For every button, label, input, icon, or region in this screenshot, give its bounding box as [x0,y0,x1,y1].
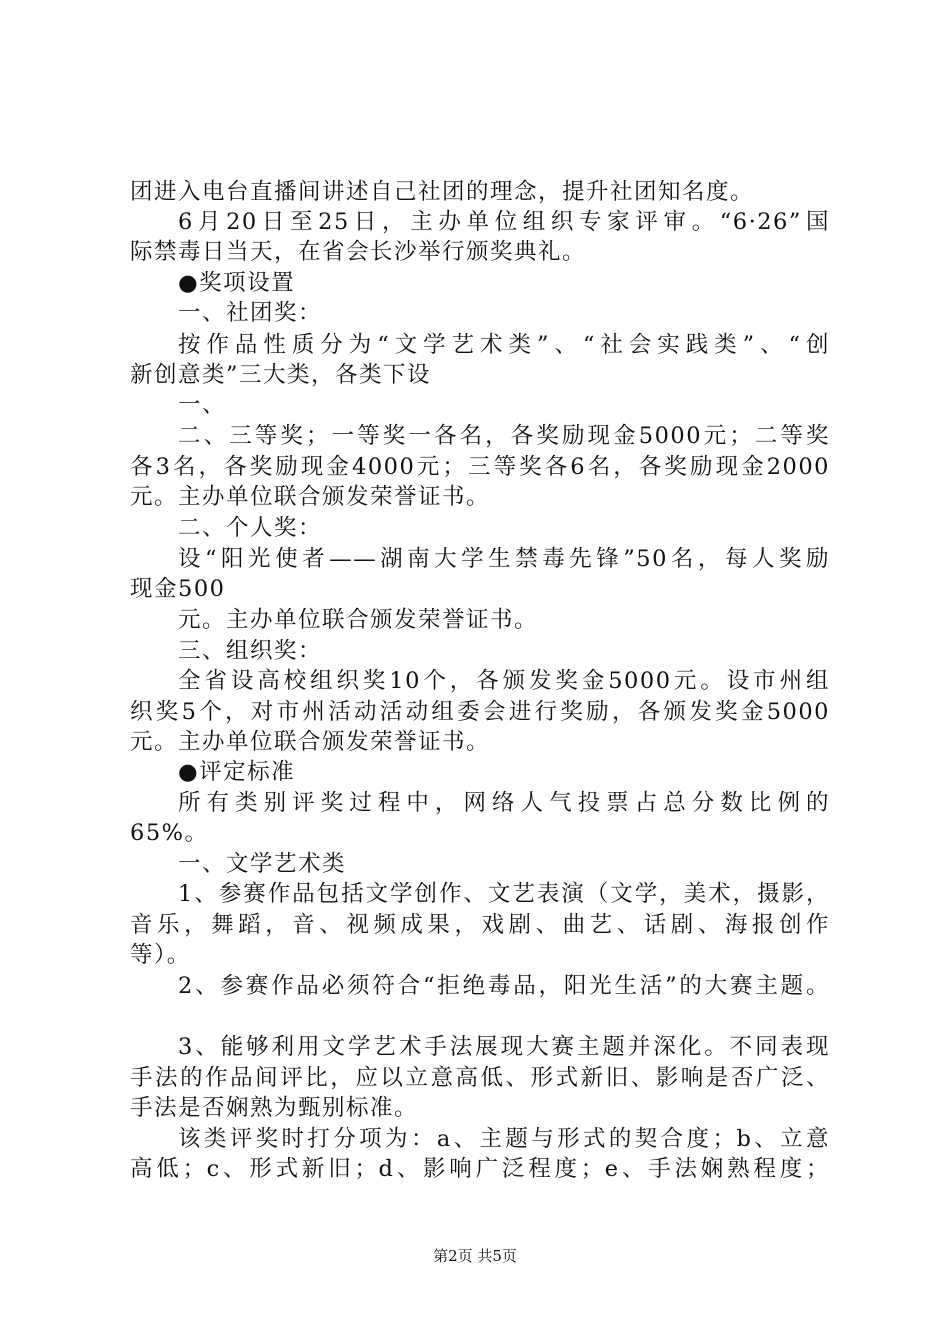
text-line: 1、参赛作品包括文学创作、文艺表演（文学，美术，摄影， [178,881,830,907]
text-line: 高低；c、形式新旧；d、影响广泛程度；e、手法娴熟程度； [130,1156,830,1182]
text-line: 现金500 [130,576,226,602]
text-line: 新创意类”三大类，各类下设 [130,362,432,388]
text-line: 音乐，舞蹈，音、视频成果，戏剧、曲艺、话剧、海报创作 [130,912,830,938]
text-line: 手法的作品间评比，应以立意高低、形式新旧、影响是否广泛、 [130,1065,830,1091]
subheading: 一、文学艺术类 [178,851,347,877]
text-line: 该类评奖时打分项为：a、主题与形式的契合度；b、立意 [178,1126,830,1152]
text-line: 元。主办单位联合颁发荣誉证书。 [130,484,491,510]
text-line: 6月20日至25日，主办单位组织专家评审。“6·26”国 [178,209,830,235]
text-line: 3、能够利用文学艺术手法展现大赛主题并深化。不同表现 [178,1034,830,1060]
text-line: 团进入电台直播间讲述自己社团的理念，提升社团知名度。 [130,179,755,205]
section-heading: ●奖项设置 [178,270,296,296]
text-line: 所有类别评奖过程中，网络人气投票占总分数比例的 [178,790,830,816]
page-number-footer: 第2页 共5页 [433,1247,517,1265]
subheading: 二、个人奖： [178,515,323,541]
text-line: 各3名，各奖励现金4000元；三等奖各6名，各奖励现金2000 [130,454,830,480]
text-line: 际禁毒日当天，在省会长沙举行颁奖典礼。 [130,239,587,265]
text-line: 等）。 [130,942,191,968]
text-line: 一、 [178,392,227,418]
text-line: 织奖5个，对市州活动活动组委会进行奖励，各颁发奖金5000 [130,699,830,725]
text-line: 手法是否娴熟为甄别标准。 [130,1095,419,1121]
text-line: 全省设高校组织奖10个，各颁发奖金5000元。设市州组 [178,668,830,694]
section-heading: ●评定标准 [178,759,296,785]
text-line: 65%。 [130,820,209,846]
text-line: 按作品性质分为“文学艺术类”、“社会实践类”、“创 [178,332,830,358]
subheading: 一、社团奖： [178,300,323,326]
text-line: 元。主办单位联合颁发荣誉证书。 [130,729,491,755]
text-line: 设“阳光使者——湖南大学生禁毒先锋”50名，每人奖励 [178,546,830,572]
text-line: 二、三等奖；一等奖一各名，各奖励现金5000元；二等奖 [178,423,830,449]
subheading: 三、组织奖： [178,638,323,664]
text-line: 2、参赛作品必须符合“拒绝毒品，阳光生活”的大赛主题。 [178,973,830,999]
text-line: 元。主办单位联合颁发荣誉证书。 [178,607,539,633]
